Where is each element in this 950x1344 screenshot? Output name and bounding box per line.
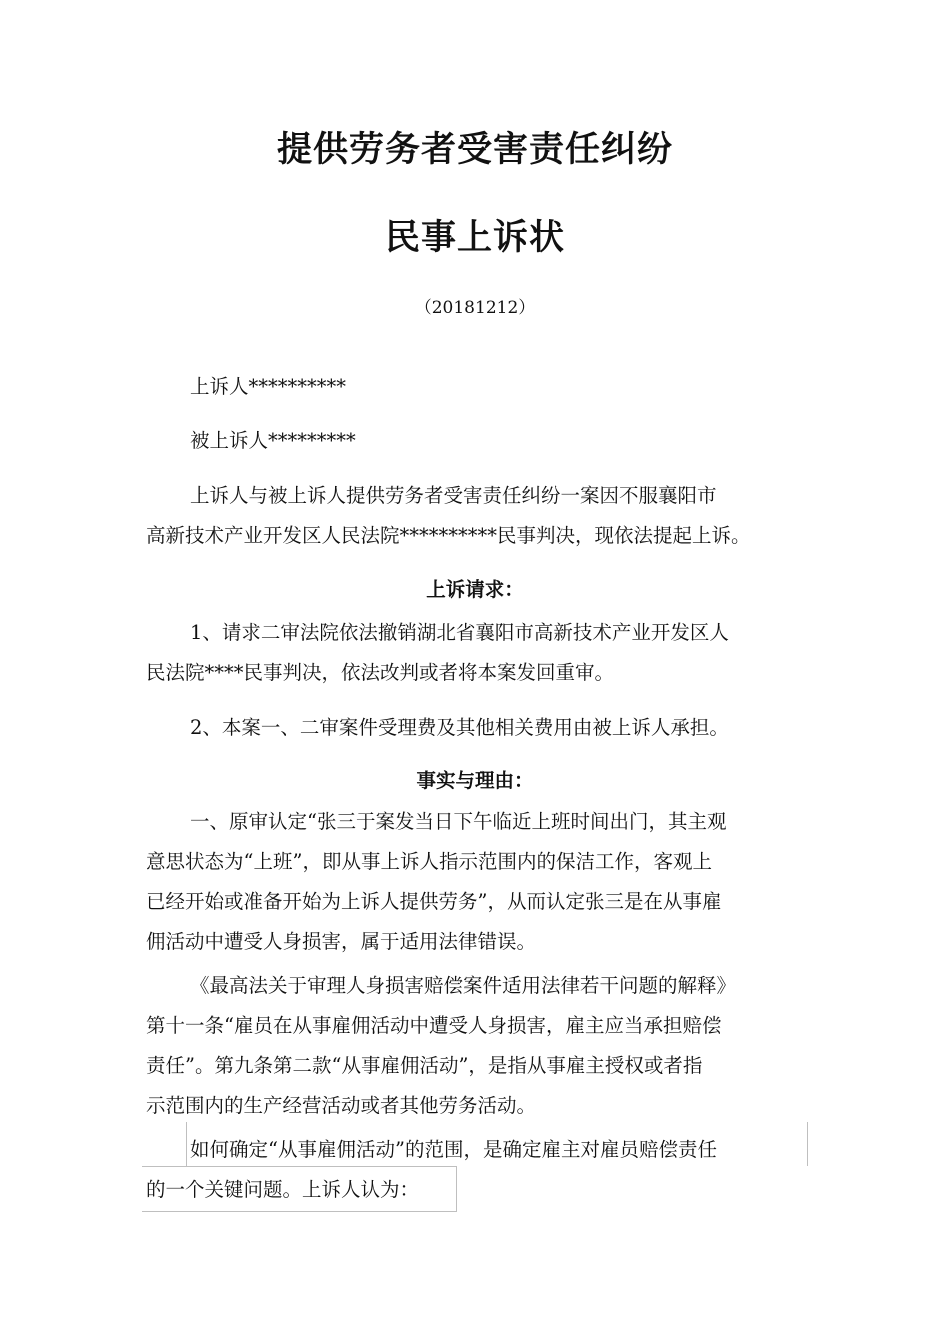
requests-heading: 上诉请求： [426, 578, 524, 601]
intro-line: 上诉人与被上诉人提供劳务者受害责任纠纷一案因不服襄阳市 [190, 484, 717, 507]
fact-line: 第十一条“雇员在从事雇佣活动中遭受人身损害，雇主应当承担赔偿 [146, 1014, 722, 1037]
fact-line: 《最高法关于审理人身损害赔偿案件适用法律若干问题的解释》 [190, 974, 737, 997]
request-line: 1、请求二审法院依法撤销湖北省襄阳市高新技术产业开发区人 [190, 621, 729, 644]
fact-line: 的一个关键问题。上诉人认为： [146, 1178, 420, 1201]
fact-line: 示范围内的生产经营活动或者其他劳务活动。 [146, 1094, 537, 1117]
fact-line: 一、原审认定“张三于案发当日下午临近上班时间出门，其主观 [190, 810, 727, 833]
document-date: （20181212） [414, 298, 536, 318]
fact-line: 佣活动中遭受人身损害，属于适用法律错误。 [146, 930, 537, 953]
fact-line: 责任”。第九条第二款“从事雇佣活动”，是指从事雇主授权或者指 [146, 1054, 703, 1077]
document-title-line2: 民事上诉状 [384, 218, 565, 258]
document-title-line1: 提供劳务者受害责任纠纷 [276, 130, 673, 170]
appellee-line: 被上诉人********* [190, 429, 356, 452]
appellant-line: 上诉人********** [190, 375, 347, 398]
fact-line: 意思状态为“上班”，即从事上诉人指示范围内的保洁工作，客观上 [146, 850, 712, 873]
fact-line: 已经开始或准备开始为上诉人提供劳务”，从而认定张三是在从事雇 [146, 890, 722, 913]
request-2-paragraph: 2、本案一、二审案件受理费及其他相关费用由被上诉人承担。 [190, 716, 729, 739]
request-line: 民法院****民事判决，依法改判或者将本案发回重审。 [146, 661, 615, 684]
intro-line: 高新技术产业开发区人民法院**********民事判决，现依法提起上诉。 [146, 524, 751, 547]
facts-heading: 事实与理由： [416, 769, 534, 792]
fact-line: 如何确定“从事雇佣活动”的范围，是确定雇主对雇员赔偿责任 [190, 1138, 717, 1161]
